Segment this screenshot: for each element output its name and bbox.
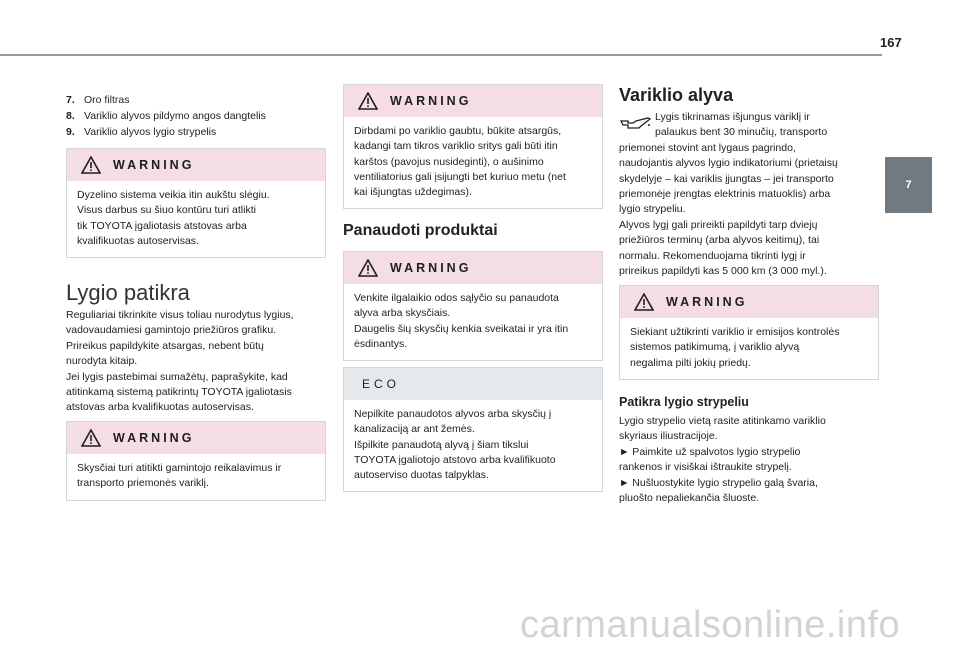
warning-header [344,85,602,117]
parts-list [66,92,266,140]
section-title: Variklio alyva [619,85,734,105]
eco-title: ECO [362,377,401,391]
warning-header [620,286,878,318]
chapter-label [885,217,932,377]
warning-box [343,251,603,361]
list-item: 7. Oro filtras [66,94,130,106]
warning-title: WARNING [113,431,195,445]
dipstick-steps: Lygio strypelio vietą rasite atitinkamo variklio skyriaus iliustracijoje. ► Paimkite už spalvotos lygio strypelio rankenos ir visiškai ištraukite strypelį. ► Nušluostykite lygio strypelio galą švaria, pluošto nepaliekančia šluoste. [619,415,826,505]
warning-box [66,421,326,501]
warning-triangle-icon [81,429,101,447]
list-item: 8. Variklio alyvos pildymo angos dangtelis [66,110,266,122]
warning-triangle-icon [358,92,378,110]
oil-paragraph: priemonei stovint ant lygaus pagrindo, naudojantis alyvos lygio indikatoriumi (prietaisų skydelyje – kai variklis įjungtas – jei transporto priemonėje įrengtas elektrinis matuoklis) arba lygio strypeliu. Alyvos lygį gali prireikti papildyti tarp dviejų priežiūros terminų (arba alyvos keitimų), tai normalu. Rekomenduojama tikrinti lygį ir prireikus papildyti kas 5 000 km (3 000 myl.). [619,141,838,278]
warning-triangle-icon [358,259,378,277]
level-check-paragraph: Reguliariai tikrinkite visus toliau nurodytus lygius, vadovaudamiesi gamintojo priežiūros grafiku. Prireikus papildykite atsargas, nebent būtų nurodyta kitaip. Jei lygis pastebimai sumažėtų, paprašykite, kad atitinkamą sistemą patikrintų TOYOTA įgaliotasis atstovas arba kvalifikuotas autoservisas. [66,309,294,414]
warning-triangle-icon [634,293,654,311]
warning-box [343,84,603,209]
section-title: Panaudoti produktai [343,222,498,239]
warning-text: Dirbdami po variklio gaubtu, būkite atsargūs, kadangi tam tikros variklio sritys gali būti itin karštos (pavojus nusideginti), o aušinimo ventiliatorius gali įsijungti bet kuriuo metu (net kai išjungtas uždegimas). [354,125,566,199]
oil-can-icon [619,117,651,131]
eco-box [343,367,603,492]
warning-box [619,285,879,380]
warning-text: Skysčiai turi atitikti gamintojo reikalavimus ir transporto priemonės variklį. [77,462,282,490]
eco-header [344,368,602,400]
warning-header [67,422,325,454]
section-title: Lygio patikra [66,280,190,305]
warning-box [66,148,326,258]
header-divider [0,54,882,56]
subsection-title: Patikra lygio strypeliu [619,395,749,409]
warning-text: Venkite ilgalaikio odos sąlyčio su panaudota alyva arba skysčiais. Daugelis šių skysčių kenkia sveikatai ir yra itin ėsdinantys. [354,292,569,350]
warning-text: Dyzelino sistema veikia itin aukštu slėgiu. Visus darbus su šiuo kontūru turi atlikti tik TOYOTA įgaliotasis atstovas arba kvalifikuotas autoservisas. [77,189,270,247]
warning-text: Siekiant užtikrinti variklio ir emisijos kontrolės sistemos patikimumą, į variklio alyvą negalima pilti jokių priedų. [630,326,840,369]
warning-title: WARNING [390,94,472,108]
chapter-number: 7 [905,179,912,191]
page-number: 167 [880,35,902,50]
oil-paragraph-intro: Lygis tikrinamas išjungus variklį ir palaukus bent 30 minučių, transporto [655,111,828,139]
warning-title: WARNING [113,158,195,172]
warning-header [67,149,325,181]
watermark: carmanualsonline.info [520,604,901,646]
warning-header [344,252,602,284]
warning-title: WARNING [666,295,748,309]
chapter-tab[interactable] [885,157,932,213]
warning-triangle-icon [81,156,101,174]
list-item: 9. Variklio alyvos lygio strypelis [66,126,217,138]
eco-text: Nepilkite panaudotos alyvos arba skysčių į kanalizaciją ar ant žemės. Išpilkite panaudotą alyvą į šiam tikslui TOYOTA įgaliotojo atstovo arba kvalifikuoto autoserviso duotas talpyklas. [354,408,556,482]
warning-title: WARNING [390,261,472,275]
